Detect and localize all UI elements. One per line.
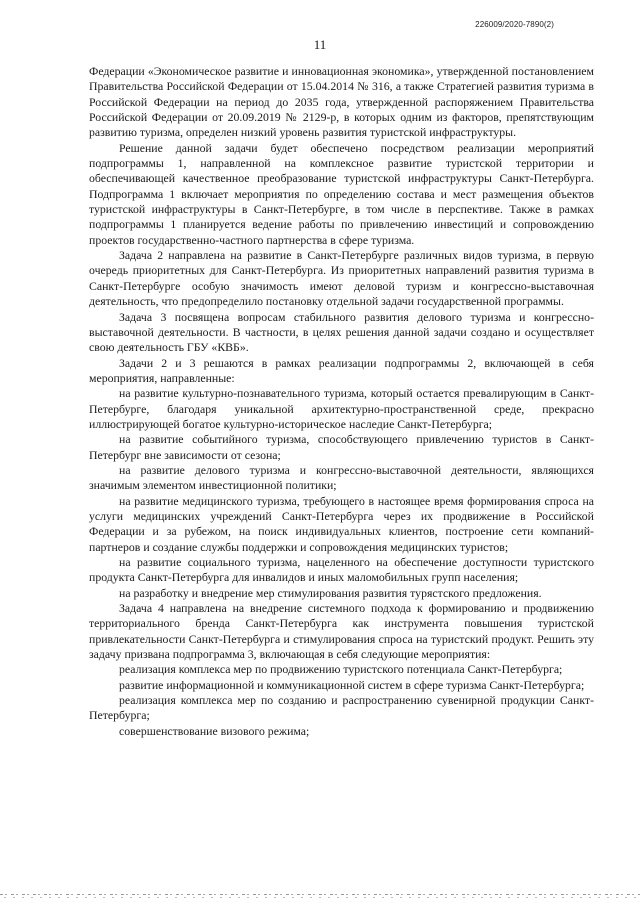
list-item: реализация комплекса мер по созданию и распространению сувенирной продукции Санкт-Петербурга; <box>89 693 594 723</box>
scan-edge-artifact <box>0 891 640 901</box>
paragraph-task2: Задача 2 направлена на развитие в Санкт-Петербурге различных видов туризма, в первую очередь приоритетных для Санкт-Петербурга. Из приоритетных направлений развития туризма в Санкт-Петербурге особую значимость имеют деловой туризм и конгрессно-выставочная деятельность, что предопределило постановку отдельной задачи государственной программы. <box>89 248 594 309</box>
list-item: на развитие социального туризма, нацеленного на обеспечение доступности туристского продукта Санкт-Петербурга для инвалидов и иных маломобильных групп населения; <box>89 555 594 585</box>
paragraph-task3: Задача 3 посвящена вопросам стабильного развития делового туризма и конгрессно-выставочной деятельности. В частности, в целях решения данной задачи создано и осуществляет свою деятельность ГБУ «КВБ». <box>89 309 594 355</box>
list-item: реализация комплекса мер по продвижению туристского потенциала Санкт-Петербурга; <box>119 662 563 677</box>
list-item: развитие информационной и коммуникационной систем в сфере туризма Санкт-Петербурга; <box>119 677 585 692</box>
paragraph-continuation: Федерации «Экономическое развитие и инновационная экономика», утвержденной постановлением Правительства Российской Федерации от 15.04.2014 № 316, а также Стратегией развития туризма в Российской Федерации на период до 2035 года, утвержденной распоряжением Правительства Российской Федерации от 20.09.2019 № 2129-р, в которых одним из факторов, препятствующим развитию туризма, определен низкий уровень развития туристской инфраструктуры. <box>89 64 594 140</box>
list-item: на развитие культурно-познавательного туризма, который остается превалирующим в Санкт-Петербурге, благодаря уникальной архитектурно-пространственной среде, прекрасно иллюстрирующей богатое культурно-историческое наследие Санкт-Петербурга; <box>89 386 594 431</box>
list-item: совершенствование визового режима; <box>119 723 310 738</box>
document-body <box>89 64 594 739</box>
list-item: на разработку и внедрение мер стимулирования развития турястского предложения. <box>119 585 542 600</box>
list-item: на развитие событийного туризма, способствующего привлечению туристов в Санкт-Петербург вне зависимости от сезона; <box>89 432 594 462</box>
list-item: на развитие делового туризма и конгрессно-выставочной деятельности, являющихся значимым элементом инвестиционной политики; <box>89 462 594 493</box>
paragraph-task1-solution: Решение данной задачи будет обеспечено посредством реализации мероприятий подпрограммы 1, направленной на комплексное развитие туристской территории и обеспечивающей качественное преобразование туристской инфраструктуры Санкт-Петербурга. Подпрограмма 1 включает мероприятия по определению состава и мест размещения объектов туристской инфраструктуры в Санкт-Петербурге, в том числе в перспективе. Также в рамках подпрограммы 1 планируется ведение работы по привлечению инвестиций и сопровождению проектов государственно-частного партнерства в сфере туризма. <box>89 140 594 247</box>
document-id: 226009/2020-7890(2) <box>475 20 554 29</box>
paragraph-tasks-2-3: Задачи 2 и 3 решаются в рамках реализации подпрограммы 2, включающей в себя мероприятия, направленные: <box>89 355 594 385</box>
paragraph-task4: Задача 4 направлена на внедрение системного подхода к формированию и продвижению территориального бренда Санкт-Петербурга как инструмента повышения туристской привлекательности Санкт-Петербурга и стимулирования спроса на туристский продукт. Решить эту задачу призвана подпрограмма 3, включающая в себя следующие мероприятия: <box>89 601 594 662</box>
page-number: 11 <box>313 37 327 52</box>
list-item: на развитие медицинского туризма, требующего в настоящее время формирования спроса на услуги медицинских учреждений Санкт-Петербурга через их продвижение в Российской Федерации и за рубежом, на поиск индивидуальных клиентов, построение сети компаний-партнеров и создание службы поддержки и сопровождения медицинских туристов; <box>89 493 594 554</box>
